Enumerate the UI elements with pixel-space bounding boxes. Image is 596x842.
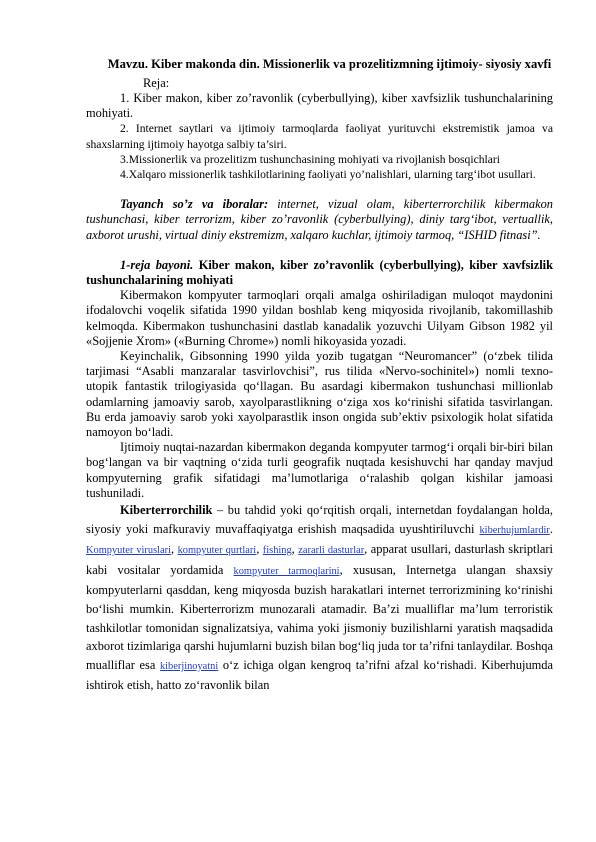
- link-kiberjinoyat[interactable]: kiberjinoyatni: [159, 660, 219, 672]
- plan-item: 4.Xalqaro missionerlik tashkilotlarining faoliyati yo’nalishlari, ularning targ‘ibot usullari.: [120, 168, 536, 182]
- link-zararli-dasturlar[interactable]: zararli dasturlar: [298, 545, 365, 557]
- body-paragraph: Keyinchalik, Gibsonning 1990 yilda yozib tugatgan “Neuromancer” (o‘zbek tilida tarjimasi “Asabli manzaralar tasvirlovchisi”, rus tilida «Nervo-sochinitel») nomli texno-utopik fantastik trilogiyasida qo‘llagan. Bu asardagi kibermakon tushunchasi millionlab odamlarning jamoaviy sarob, xayolparastlikning o‘ziga xos ko‘rinishi sifatida tasvirlangan. Bu erda jamoaviy sarob yoki xayolparastlik inson ongida sub’ektiv psixologik holat sifatida namoyon bo‘ladi.: [86, 349, 553, 440]
- plan-item: 1. Kiber makon, kiber zo’ravonlik (cyberbullying), kiber xavfsizlik tushunchalarining mohiyati.: [86, 91, 553, 121]
- body-paragraph-kiberterrorchilik: Kiberterrorchilik – bu tahdid yoki qo‘rqitish orqali, internetdan foydalangan holda, siyosiy yoki mafkuraviy muvaffaqiyatga erishish maqsadida uyushtiriluvchi kiberhujumlardir. Kompyuter viruslari, kompyuter qurtlari, fishing, zararli dasturlar, apparat usullari, dasturlash skriptlari kabi vositalar yordamida kompyuter tarmoqlarini, xususan, Internetga ulangan shaxsiy kompyuterlarni qasddan, keng miqyosda buzish harakatlari internet terrorizmining ko‘rinishi bo‘lishi mumkin. Kiberterrorizm munozarali atamadir. Ba’zi mualliflar ma’lum terroristik tashkilotlar tomonidan signalizatsiya, vahima yoki jismoniy buzilishlarni yaratish maqsadida axborot tizimlariga qarshi hujumlarni buzish bilan bog‘liq juda tor ta’rifni tanlaydilar. Boshqa mualliflar esa kiberjinoyatni o‘z ichiga olgan kengroq ta’rifni afzal ko‘rishadi. Kiberhujumda ishtirok etish, hatto zo‘ravonlik bilan: [86, 503, 554, 693]
- body-paragraph: Ijtimoiy nuqtai-nazardan kibermakon deganda kompyuter tarmog‘i orqali bir-biri bilan bog‘langan va bir vaqtning o‘zida turli geografik nuqtada kesishuvchi har qanday mavjud kompyuterning grafik sifatidagi ma’lumotlariga o‘ralashib qolgan kishilar jamoasi tushuniladi.: [86, 440, 553, 500]
- section-heading: [86, 258, 553, 288]
- link-kompyuter-qurtlari[interactable]: kompyuter qurtlari: [177, 545, 257, 557]
- link-fishing[interactable]: fishing: [262, 545, 292, 557]
- term: Kiberterrorchilik: [120, 503, 213, 518]
- section-label: 1-reja bayoni.: [120, 257, 194, 272]
- keywords-text: internet, vizual olam, kiberterrorchilik kibermakon tushunchasi, kiber terrorizm, kiber zo’ravonlik (cyberbullying), diniy targ‘ibot, vertuallik, axborot urushi, virtual diniy ekstremizm, xalqaro kuchlar, ijtimoiy tarmoq, “ISHID fitnasi”.: [86, 197, 553, 242]
- link-kiberhujumlar[interactable]: kiberhujumlardir: [479, 524, 550, 536]
- link-kompyuter-tarmoqlari[interactable]: kompyuter tarmoqlarini: [233, 565, 340, 577]
- section-title: Kiber makon, kiber zo’ravonlik (cyberbullying), kiber xavfsizlik tushunchalarining mohiyati: [86, 257, 553, 288]
- plan-item: 3.Missionerlik va prozelitizm tushunchasining mohiyati va rivojlanish bosqichlari: [120, 152, 500, 166]
- document-page: [86, 52, 553, 695]
- plan-item: 2. Internet saytlari va ijtimoiy tarmoqlarda faoliyat yurituvchi ekstremistik jamoa va shaxslarning ijtimoiy hayotga salbiy ta’siri.: [86, 122, 553, 151]
- page-title: Mavzu. Kiber makonda din. Missionerlik va prozelitizmning ijtimoiy- siyosiy xavfi: [107, 57, 552, 71]
- plan-list: [86, 91, 553, 182]
- plan-label: Reja:: [143, 76, 170, 90]
- link-kompyuter-viruslari[interactable]: Kompyuter viruslari: [86, 545, 171, 557]
- keywords-label: Tayanch so’z va iboralar:: [120, 197, 269, 212]
- keywords-paragraph: [86, 197, 553, 243]
- body-paragraph: Kibermakon kompyuter tarmoqlari orqali amalga oshiriladigan muloqot maydonini ifodalovchi voqelik sifatida 1990 yildan boshlab keng miqyosida rivojlanib, takomillashib kelmoqda. Kibermakon tushunchasini dastlab kanadalik yozuvchi Uilyam Gibson 1982 yil «Sojjenie Xrom» («Burning Chrome») nomli hikoyasida yozadi.: [86, 288, 553, 348]
